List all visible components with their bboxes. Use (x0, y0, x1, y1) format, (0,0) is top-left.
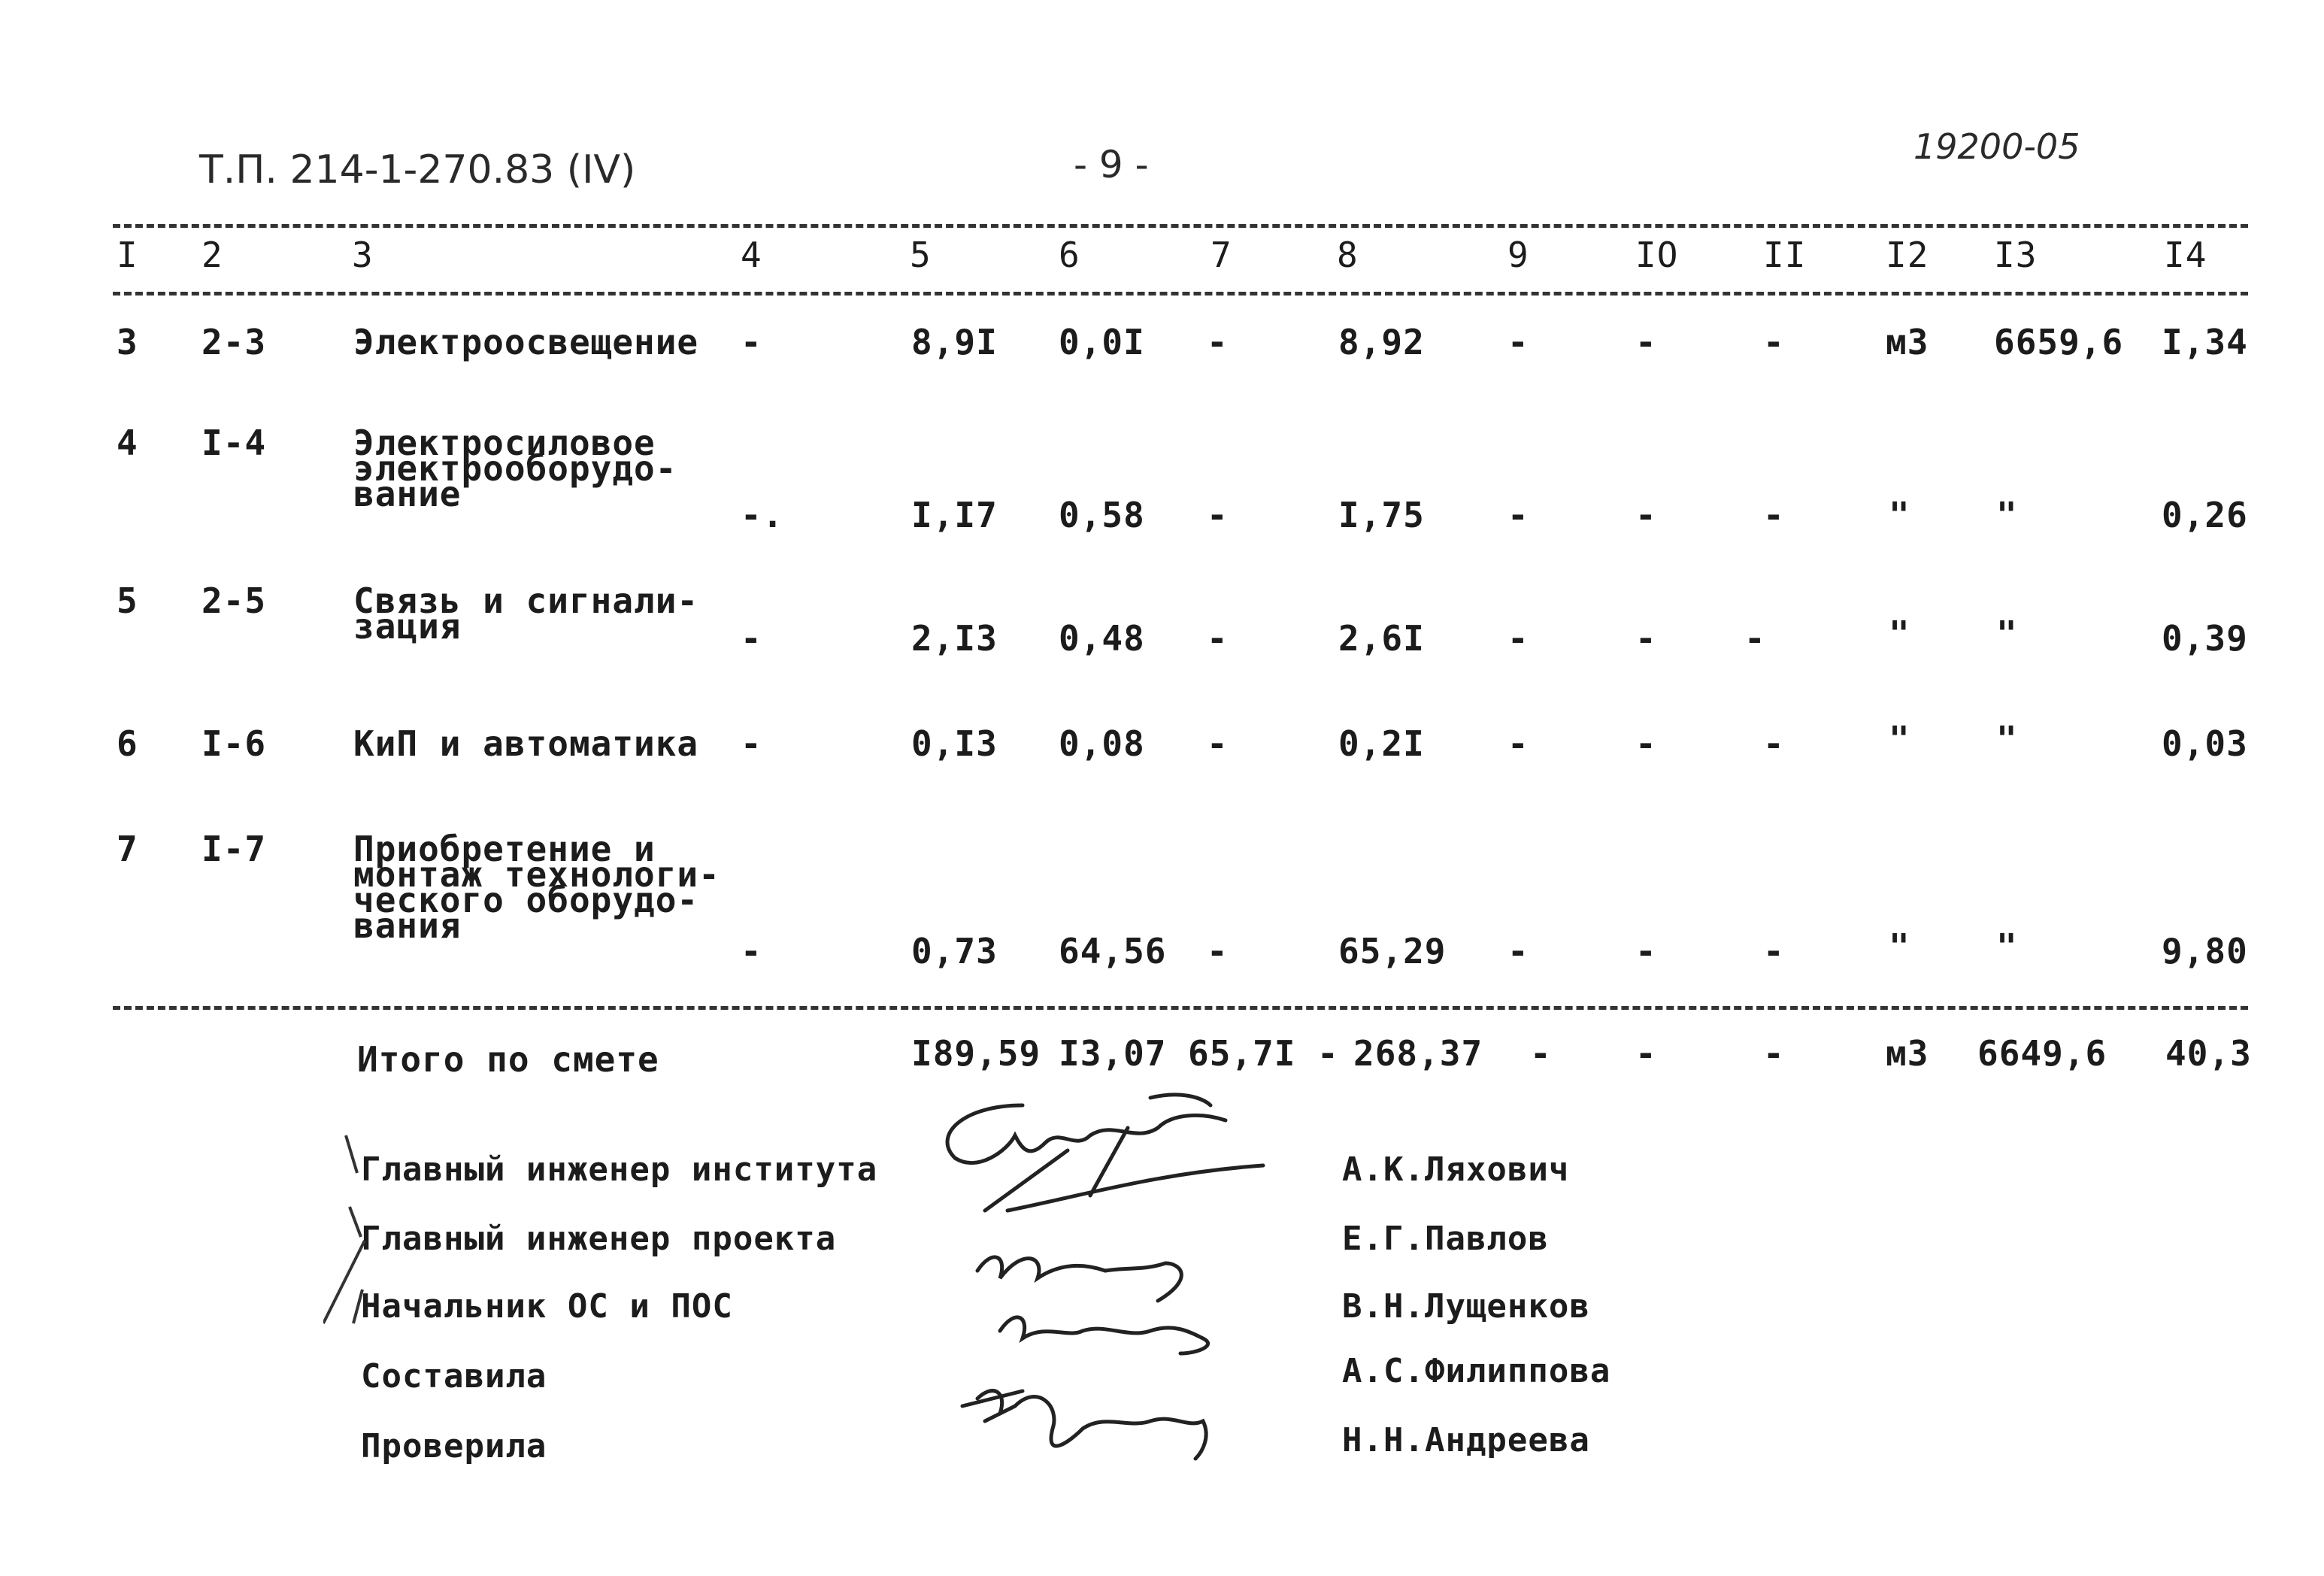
column-header: II (1763, 235, 1807, 275)
cell-col10: - (1635, 495, 1657, 535)
cell-description: Электросиловое электрооборудо- вание (353, 423, 677, 514)
cell-description: Связь и сигнали- зация (353, 580, 699, 647)
cell-code: I-4 (201, 423, 267, 463)
cell-description: КиП и автоматика (353, 723, 699, 764)
total-col14: 40,3 (2165, 1033, 2252, 1074)
cell-unit: м3 (1886, 322, 1929, 362)
signature-role: Составила (361, 1357, 547, 1396)
cell-col13: " (1996, 495, 2018, 535)
total-dash: - (1317, 1033, 1339, 1074)
cell-col5: 0,I3 (911, 723, 998, 764)
cell-code: I-6 (201, 723, 267, 764)
column-header: 2 (201, 235, 223, 275)
cell-description: Электроосвещение (353, 322, 699, 362)
cell-col6: 0,08 (1059, 723, 1145, 764)
total-col13: 6649,6 (1977, 1033, 2107, 1074)
cell-col7: - (1207, 723, 1229, 764)
column-header: I (117, 235, 138, 275)
cell-index: 5 (117, 580, 138, 621)
cell-code: I-7 (201, 829, 267, 869)
cell-col10: - (1635, 931, 1657, 971)
total-col10: - (1635, 1033, 1657, 1074)
cell-col5: 0,73 (911, 931, 998, 971)
cell-code: 2-5 (201, 580, 267, 621)
cell-index: 4 (117, 423, 138, 463)
cell-col11: - (1763, 723, 1785, 764)
check-mark-icon (323, 1128, 368, 1353)
cell-col6: 0,58 (1059, 495, 1145, 535)
cell-col9: - (1507, 495, 1529, 535)
cell-col8: 2,6I (1338, 618, 1425, 659)
signature-role: Главный инженер проекта (361, 1220, 837, 1258)
cell-col6: 64,56 (1059, 931, 1167, 971)
signature-role: Главный инженер института (361, 1150, 878, 1189)
cell-index: 6 (117, 723, 138, 764)
total-col7: 65,7I (1188, 1033, 1296, 1074)
cell-col5: 2,I3 (911, 618, 998, 659)
cell-col7: - (1207, 495, 1229, 535)
column-header: I4 (2164, 235, 2207, 275)
cell-col6: 0,0I (1059, 322, 1145, 362)
cell-col9: - (1507, 931, 1529, 971)
column-header: 4 (741, 235, 762, 275)
cell-col4: - (741, 931, 762, 971)
column-header: 3 (352, 235, 374, 275)
archive-number: 19200-05 (1913, 126, 2080, 167)
cell-col9: - (1507, 322, 1529, 362)
cell-col10: - (1635, 322, 1657, 362)
signature-role: Начальник ОС и ПОС (361, 1287, 733, 1326)
cell-col14: 0,26 (2162, 495, 2248, 535)
total-label: Итого по смете (357, 1039, 659, 1080)
cell-unit: " (1889, 614, 1910, 654)
cell-col11: - (1744, 618, 1766, 659)
signature-scribble-icon (932, 1083, 1353, 1504)
cell-col11: - (1763, 931, 1785, 971)
total-col8: 268,37 (1353, 1033, 1483, 1074)
table-top-rule (113, 224, 2248, 228)
signature-name: А.К.Ляхович (1342, 1150, 1570, 1189)
column-header: IO (1635, 235, 1679, 275)
column-header: 9 (1507, 235, 1529, 275)
column-header: 6 (1059, 235, 1080, 275)
cell-col14: I,34 (2162, 322, 2248, 362)
cell-col14: 0,03 (2162, 723, 2248, 764)
cell-unit: " (1889, 926, 1910, 967)
cell-col14: 9,80 (2162, 931, 2248, 971)
total-col5: I89,59 (911, 1033, 1041, 1074)
cell-col13: " (1996, 926, 2018, 967)
cell-description: Приобретение и монтаж технологи- ческого оборудо- вания (353, 829, 720, 946)
column-header: 7 (1210, 235, 1232, 275)
table-total-rule (113, 1006, 2248, 1010)
cell-col7: - (1207, 322, 1229, 362)
cell-col14: 0,39 (2162, 618, 2248, 659)
cell-col7: - (1207, 931, 1229, 971)
page-number: - 9 - (1074, 143, 1149, 186)
cell-code: 2-3 (201, 322, 267, 362)
cell-col13: " (1996, 614, 2018, 654)
column-header: 5 (910, 235, 932, 275)
cell-col8: 0,2I (1338, 723, 1425, 764)
cell-col4: - (741, 723, 762, 764)
cell-col5: 8,9I (911, 322, 998, 362)
signature-name: В.Н.Лущенков (1342, 1287, 1590, 1326)
cell-col4: -. (741, 495, 784, 535)
cell-col8: I,75 (1338, 495, 1425, 535)
total-col6: I3,07 (1059, 1033, 1167, 1074)
cell-col4: - (741, 322, 762, 362)
cell-col5: I,I7 (911, 495, 998, 535)
cell-col13: " (1996, 719, 2018, 759)
cell-col10: - (1635, 723, 1657, 764)
column-header: I3 (1994, 235, 2038, 275)
cell-index: 3 (117, 322, 138, 362)
cell-unit: " (1889, 719, 1910, 759)
column-header: 8 (1337, 235, 1359, 275)
cell-col11: - (1763, 495, 1785, 535)
table-header-rule (113, 292, 2248, 296)
cell-col13: 6659,6 (1994, 322, 2124, 362)
signature-role: Проверила (361, 1427, 547, 1465)
cell-col11: - (1763, 322, 1785, 362)
document-code: Т.П. 214-1-270.83 (IV) (199, 147, 636, 192)
cell-index: 7 (117, 829, 138, 869)
signature-name: Н.Н.Андреева (1342, 1421, 1590, 1459)
cell-col8: 8,92 (1338, 322, 1425, 362)
cell-col9: - (1507, 618, 1529, 659)
cell-col8: 65,29 (1338, 931, 1447, 971)
total-col9: - (1530, 1033, 1552, 1074)
total-col11: - (1763, 1033, 1785, 1074)
cell-col4: - (741, 618, 762, 659)
cell-unit: " (1889, 495, 1910, 535)
column-header: I2 (1886, 235, 1929, 275)
cell-col10: - (1635, 618, 1657, 659)
signature-name: Е.Г.Павлов (1342, 1220, 1549, 1258)
cell-col6: 0,48 (1059, 618, 1145, 659)
total-unit: м3 (1886, 1033, 1929, 1074)
cell-col7: - (1207, 618, 1229, 659)
signature-name: А.С.Филиппова (1342, 1352, 1611, 1390)
cell-col9: - (1507, 723, 1529, 764)
